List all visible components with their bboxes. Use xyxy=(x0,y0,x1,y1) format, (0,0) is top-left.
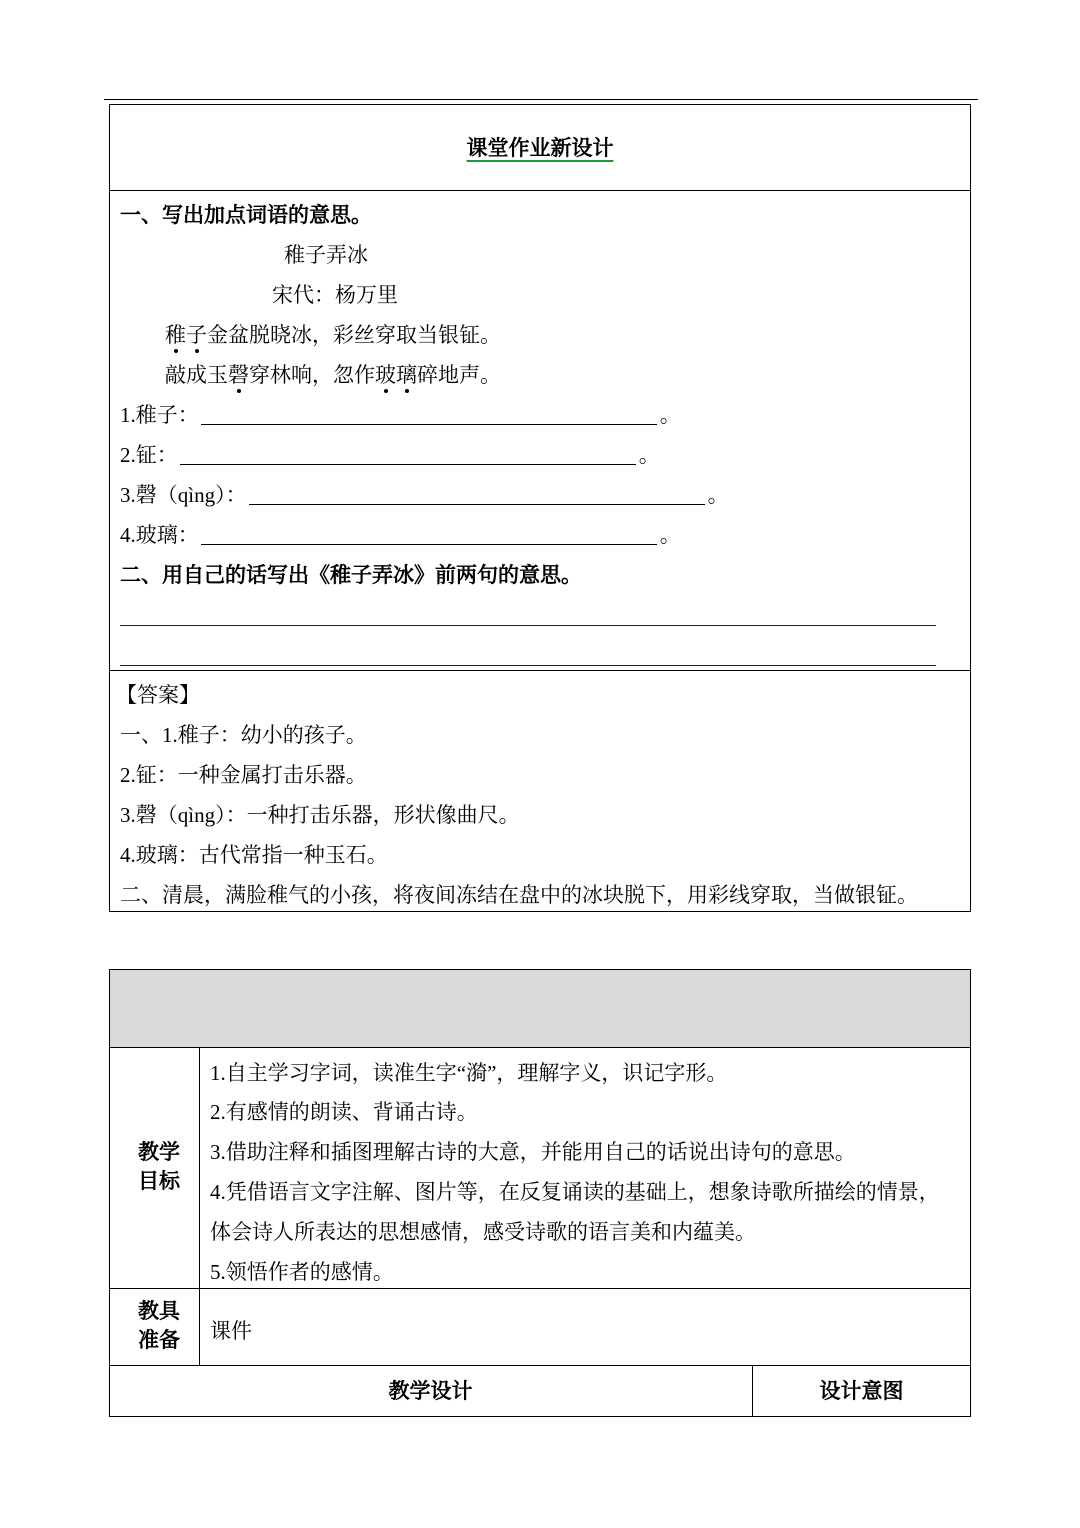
dotted-char: 玻 xyxy=(375,363,396,387)
column-divider xyxy=(199,1047,200,1365)
dotted-char: 子 xyxy=(186,323,207,347)
dotted-char: 稚 xyxy=(165,323,186,347)
poem-segment: 敲成玉 xyxy=(165,363,228,387)
materials-value: 课件 xyxy=(210,1319,252,1343)
objective-item: 3.借助注释和插图理解古诗的大意，并能用自己的话说出诗句的意思。 xyxy=(210,1140,856,1164)
objective-item: 4.凭借语言文字注解、图片等，在反复诵读的基础上，想象诗歌所描绘的情景， xyxy=(210,1180,940,1204)
materials-label-line: 教具 xyxy=(138,1299,180,1323)
part2-heading: 二、用自己的话写出《稚子弄冰》前两句的意思。 xyxy=(120,563,582,587)
objective-item: 2.有感情的朗读、背诵古诗。 xyxy=(210,1100,478,1124)
answer-line: 二、清晨，满脸稚气的小孩，将夜间冻结在盘中的冰块脱下，用彩线穿取，当做银钲。 xyxy=(120,883,918,907)
poem-segment: 穿林响，忽作 xyxy=(249,363,375,387)
objectives-label-line: 目标 xyxy=(138,1169,180,1193)
row-divider xyxy=(109,670,971,671)
poem-segment: 金盆脱晓冰，彩丝穿取当银钲。 xyxy=(207,323,501,347)
part1-heading: 一、写出加点词语的意思。 xyxy=(120,203,372,227)
answer-key-heading: 【答案】 xyxy=(116,683,200,707)
dotted-char: 磬 xyxy=(228,363,249,387)
objectives-label-line: 教学 xyxy=(138,1140,180,1164)
worksheet-table xyxy=(109,104,971,912)
question-end: 。 xyxy=(707,483,729,507)
answer-line: 2.钲：一种金属打击乐器。 xyxy=(120,763,367,787)
objective-item: 5.领悟作者的感情。 xyxy=(210,1260,394,1284)
column-divider xyxy=(752,1365,753,1417)
column-header-intent: 设计意图 xyxy=(819,1379,904,1403)
answer-line: 3.磬（qìng）：一种打击乐器，形状像曲尺。 xyxy=(120,803,520,827)
lesson-plan-table xyxy=(109,969,971,1417)
answer-line: 一、1.稚子：幼小的孩子。 xyxy=(120,723,367,747)
question-label: 3.磬（qìng）： xyxy=(120,483,247,507)
objective-item-continued: 体会诗人所表达的思想感情，感受诗歌的语言美和内蕴美。 xyxy=(210,1220,756,1244)
row-divider xyxy=(109,190,971,191)
dotted-char: 璃 xyxy=(396,363,417,387)
row-divider xyxy=(109,1288,971,1289)
poem-title: 稚子弄冰 xyxy=(284,243,368,267)
header-rule xyxy=(104,99,978,100)
question-end: 。 xyxy=(659,403,681,427)
objective-item: 1.自主学习字词，读准生字“漪”，理解字义，识记字形。 xyxy=(210,1061,728,1085)
worksheet-title: 课堂作业新设计 xyxy=(466,136,614,160)
question-label: 2.钲： xyxy=(120,443,178,467)
question-label: 4.玻璃： xyxy=(120,523,199,547)
poem-segment: 碎地声。 xyxy=(417,363,501,387)
materials-label-line: 准备 xyxy=(138,1328,180,1352)
row-divider xyxy=(109,1365,971,1366)
question-end: 。 xyxy=(659,523,681,547)
question-label: 1.稚子： xyxy=(120,403,199,427)
answer-line: 4.玻璃：古代常指一种玉石。 xyxy=(120,843,388,867)
row-divider xyxy=(109,1047,971,1048)
poem-author: 宋代：杨万里 xyxy=(272,283,398,307)
question-end: 。 xyxy=(638,443,660,467)
column-header-design: 教学设计 xyxy=(388,1379,473,1403)
